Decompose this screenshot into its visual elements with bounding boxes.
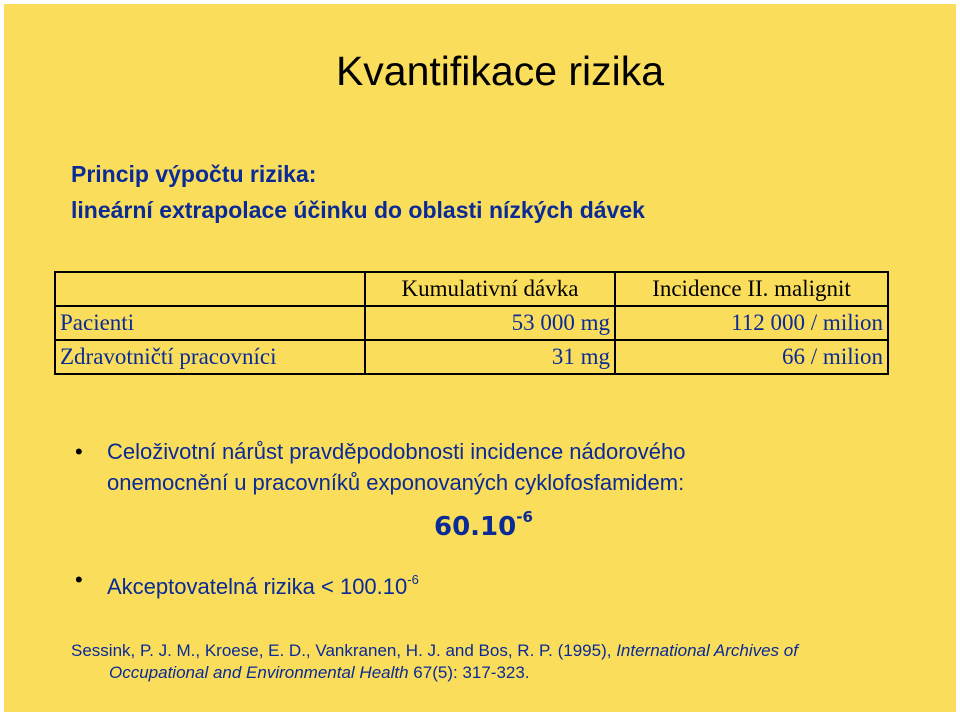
table-header-incidence: Incidence II. malignit — [615, 272, 888, 306]
reference-authors: Sessink, P. J. M., Kroese, E. D., Vankranen, H. J. and Bos, R. P. (1995), — [71, 641, 617, 660]
bullet-2-text: Akceptovatelná rizika < 100.10 — [107, 574, 408, 599]
risk-value-base: 60.10 — [434, 512, 517, 542]
reference-line-1 — [71, 640, 798, 662]
bullet-item-1 — [69, 436, 686, 498]
bullet-1-line-2: onemocnění u pracovníků exponovaných cyklofosfamidem: — [107, 470, 685, 495]
slide — [4, 4, 956, 712]
cell-dose-patients: 53 000 mg — [365, 306, 615, 340]
cell-incidence-patients: 112 000 / milion — [615, 306, 888, 340]
reference-citation: 67(5): 317-323. — [408, 663, 530, 682]
reference-journal-1: International Archives of — [616, 641, 798, 660]
table-header-row — [55, 272, 888, 306]
bullet-item-2 — [69, 564, 419, 602]
row-label-workers: Zdravotničtí pracovníci — [55, 340, 365, 374]
risk-value — [434, 508, 533, 542]
table-header-empty — [55, 272, 365, 306]
row-label-patients: Pacienti — [55, 306, 365, 340]
table-row — [55, 306, 888, 340]
table-row — [55, 340, 888, 374]
reference-journal-2: Occupational and Environmental Health — [109, 663, 409, 682]
reference — [71, 640, 798, 684]
subtitle-line-2: lineární extrapolace účinku do oblasti nízkých dávek — [71, 197, 645, 223]
cell-dose-workers: 31 mg — [365, 340, 615, 374]
dose-table — [54, 271, 889, 375]
cell-incidence-workers: 66 / milion — [615, 340, 888, 374]
bullet-list-2 — [69, 564, 419, 602]
bullet-dot-icon: • — [75, 439, 83, 464]
bullet-1-line-1: Celoživotní nárůst pravděpodobnosti incidence nádorového — [107, 439, 686, 464]
subtitle — [71, 156, 645, 228]
slide-title: Kvantifikace rizika — [335, 48, 665, 94]
risk-value-exponent: -6 — [516, 508, 533, 526]
subtitle-line-1: Princip výpočtu rizika: — [71, 161, 317, 187]
table-header-dose: Kumulativní dávka — [365, 272, 615, 306]
bullet-list — [69, 436, 686, 498]
bullet-dot-icon: • — [75, 567, 83, 592]
bullet-2-exponent: -6 — [407, 572, 419, 587]
reference-line-2 — [71, 662, 798, 684]
